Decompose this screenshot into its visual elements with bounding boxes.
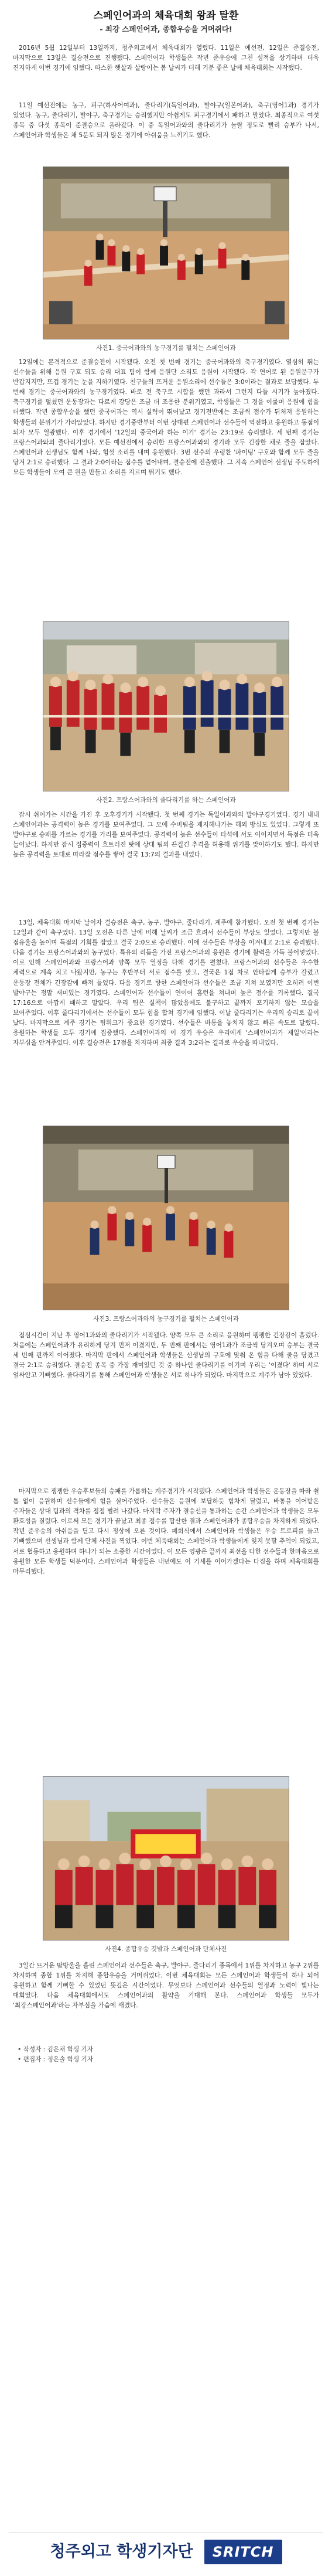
photo-caption: 사진1. 중국어과와의 농구경기를 펼치는 스페인어과 — [96, 345, 236, 352]
editor-credit: • 편집자 : 정은솔 학생 기자 — [18, 2056, 93, 2063]
article-paragraph: 3일간 뜨거운 땀방울을 흘린 스페인어과 선수들은 축구, 발야구, 줄다리기 종목에서 1위를 차지하고 농구 2위를 차지하며 종합 1위를 차지해 종합우승을 거머쥐었다. 이번 체육대회는 모든 스페인어과 학생들이 하나 되어 응원하고 함께 기뻐할 수 있었던 뜻깊은 시간이었다. 무엇보다 스페인어과 선수들의 열정과 노력이 빛나는 대회였다. 다음 체육대회에서도 스페인어과의 활약을 기대해 본다. 스페인어과 학생들 모두가 '최강스페인어과'라는 자부심을 가슴에 새겼다. — [13, 1962, 319, 2010]
article-paragraph: 마지막으로 쟁쟁한 우승후보들의 승패를 가름하는 계주경기가 시작됐다. 스페인어과 학생들은 운동장을 따라 쉴 틈 없이 응원하며 선수들에게 힘을 실어주었다. 선수들은 응원에 보답하듯 힘차게 달렸고, 바통을 이어받은 주자들은 상대 팀과의 격차를 점점 벌려 나갔다. 마지막 주자가 결승선을 통과하는 순간 스페인어과 학생들은 모두 환호성을 질렀다. 이로써 모든 경기가 끝났고 최종 점수를 합산한 결과 스페인어과가 종합우승을 차지하게 되었다. 작년 준우승의 아쉬움을 딛고 다시 정상에 오른 것이다. 폐회식에서 스페인어과 학생들은 우승 트로피를 들고 기뻐했으며 선생님과 함께 단체 사진을 찍었다. 이번 체육대회는 스페인어과 학생들에게 잊지 못할 추억이 되었고, 서로 협동하고 응원하며 하나가 되는 소중한 시간이었다. 이 모든 영광은 끝까지 최선을 다한 선수들과 한마음으로 응원한 모든 학생들 덕분이다. 스페인어과 학생들은 내년에도 이 기세를 이어가겠다는 다짐을 하며 체육대회를 마무리했다. — [13, 1488, 319, 1575]
footer-logo: SRITCH — [204, 2540, 282, 2564]
article-paragraph: 잠시 쉬어가는 시간을 가진 후 오후경기가 시작됐다. 첫 번째 경기는 독일어과와의 발야구경기였다. 경기 내내 스페인어과는 공격력이 높은 경기를 보여주었다. 그 모에 수비팀을 제지해나가는 해외 방심도 있었다. 그렇게 또 발야구로 승패를 가르는 경기를 가리를 보여주었다. 공격력이 높은 선수들이 타석에 서도 이어지면서 득점은 더욱 늘어났다. 하지만 잠시 집중력이 흐트러진 탓에 상대 팀의 끈질긴 추격을 허용해 위기를 맞이하기도 했다. 하지만 높은 공격력을 토대로 따라잡 점수를 쌓아 결국 13:7의 결과를 내었다. — [13, 811, 319, 859]
footer-title: 청주외고 학생기자단 — [50, 2543, 193, 2561]
photo-caption: 사진4. 종합우승 깃발과 스페인어과 단체사진 — [105, 1946, 227, 1953]
article-paragraph: 13일, 체육대회 마지막 날이자 결승전은 축구, 농구, 발야구, 줄다리기, 계주에 참가했다. 오전 첫 번째 경기는 12일과 같이 축구였다. 13일 오전은 다른 날에 비해 날씨가 조금 흐려서 선수들이 부상도 있었다. 그렇지만 볼 점유율을 높이며 득점의 기회를 잡았고 결국 2:0으로 승리했다. 이에 선수들은 부상을 이겨내고 2:1로 승리했다. 다음 경기는 프랑스어과와의 농구였다. 특유의 리듬을 가진 프랑스어과의 응원은 경기에 활력을 가득 불어넣었다. 이로 인해 스페인어과와 프랑스어과 양쪽 모두 열정을 다해 경기를 펼쳤다. 프랑스어과의 선수들은 우수한 체력으로 계속 치고 나왔지만, 농구는 후반부터 서로 점수를 맞고, 결국은 1점 차로 안타깝게 승부가 갈렸고 운동장 전체가 긴장감에 빠져 들었다. 다음 경기로 향한 스페인어과 선수들은 조금 지쳐 보였지만 오히려 이번 발야구는 정말 재미있는 경기였다. 스페인어과 선수들이 연이어 홈런을 쳐내며 높은 점수를 기록했다. 결국 17:16으로 아깝게 패하고 말았다. 우리 팀은 실책이 많았음에도 불구하고 끝까지 포기하지 않는 모습을 보여주었다. 이후 줄다리기에서는 선수들이 모두 힘을 합쳐 경기에 임했다. 이날 줄다리기는 우리의 승리로 끝이 났다. 마지막으로 계주 경기는 팀워크가 중요한 경기였다. 선수들은 바통을 놓치지 않고 빠른 속도로 달렸다. 응원하는 학생들 모두 경기에 집중했다. 스페인어과의 이 경기 우승은 우리에게 '스페인어과가 제일'이라는 자부심을 안겨주었다. 이후 결승전은 17점을 차지하며 최종 결과 3:2라는 결과로 우승을 따내었다. — [13, 919, 319, 1047]
article-credits — [18, 2045, 93, 2065]
article-paragraph: 12일에는 본격적으로 준결승전이 시작됐다. 오전 첫 번째 경기는 중국어과와의 축구경기였다. 열심히 뛰는 선수들을 위해 응원 구호 되도 승리 대표 팀이 함께 응원단 소리도 응원이 시작됐다. 각 연어로 된 응원문구가 반갑지지만, 뜨겁 경기는 눈을 지하기였다. 친구들의 뜨거운 응원소리에 선수들은 3:0이라는 결과로 보답했다. 두 번째 경기는 중국어과와의 농구경기였다. 바로 전 축구로 시합을 했던 과라서 그런지 다들 시기가 높아졌다. 축구경기를 펼쳤던 운동장과는 다르게 강당은 조금 더 조용한 분위기였고, 학생들은 그 경을 이룰며 응원에 힘을 더했다. 작년 종합우승을 했던 중국어과는 역시 실력이 뛰어났고 경기전반에는 조금씩 점수가 뒤처져 응원하는 학생들의 분위기가 가라앉았다. 하지만 경기중반부터 이번 상대편 스페인어과 선수들이 역전하고 응원하고 동점이 되자 모두 열광했다. 이후 경기에서 '12일의 중국어과 하는 이기' 경기는 23:19로 승리했다. 세 번째 경기는 프랑스어과와의 줄다리기였다. 모든 예선전에서 승리한 프랑스어과와의 경기라 모두 긴장한 채로 줄을 잡았다. 스페인어과 선생님도 함께 나와, 힘껏 소리를 내며 응원했다. 3번 선수의 우렁찬 '파이팅' 구호와 함께 모두 줄을 당겨 2:1로 승리했다. 그 결과 2:0이라는 점수를 얻어내며, 결승전에 진출했다. 그 지속 스페인어 선생님 주도하에 모든 학생들이 모여 큰 원을 만들고 소리를 지르며 뛰기도 했다. — [13, 359, 319, 477]
photo-caption: 사진2. 프랑스어과와의 줄다리기를 하는 스페인어과 — [96, 797, 236, 804]
photo-tug-of-war — [43, 621, 289, 791]
team-photo-icon — [43, 1777, 289, 1940]
author-credit: • 작성자 : 김은채 학생 기자 — [18, 2046, 93, 2053]
photo-basketball-chinese — [43, 166, 289, 339]
article-paragraph: 점심시간이 지난 후 영어1과와의 줄다리기가 시작됐다. 양쪽 모두 큰 소리로 응원하며 팽팽한 긴장감이 흘렀다. 처음에는 스페인어과가 유리하게 당겨 먼저 이겼지만, 두 번째 판에서는 영어1과가 조금씩 당겨오며 승부는 결국 세 번째 판까지 이어졌다. 마지막 판에서 스페인어과 학생들은 선생님의 구호에 맞춰 온 힘을 다해 줄을 당겼고 결국 2:1로 승리했다. 결승전 종목 중 가장 재미있던 것 중 하나인 줄다리기를 이기며 우리는 '이겼다' 하며 서로 얼싸안고 기뻐했다. 줄다리기를 통해 스페인어과 학생들은 서로 하나가 되었다. 마지막으로 계주가 남아 있었다. — [13, 1332, 319, 1379]
photo-team-victory — [43, 1776, 289, 1941]
photo-basketball-french — [43, 1126, 289, 1310]
tug-of-war-photo-icon — [43, 622, 289, 791]
article-subtitle: - 최강 스페인어과, 종합우승을 거머쥐다! — [100, 25, 232, 33]
article-title: 스페인어과의 체육대회 왕좌 탈환 — [93, 10, 239, 22]
footer-banner — [0, 2537, 332, 2567]
court-photo-icon — [43, 167, 289, 339]
gym-photo-icon — [43, 1126, 289, 1310]
photo-caption: 사진3. 프랑스어과와의 농구경기를 펼치는 스페인어과 — [93, 1316, 239, 1323]
article-paragraph: 11일 예선전에는 농구, 피구(하사어여과), 줄다리기(독일어과), 발야구(일본어과), 축구(영어1과) 경기가 있었다. 농구, 줄다리기, 발야구, 축구경기는 승리했지만 아쉽게도 피구경기에서 패하고 말았다. 최종적으로 여섯 종목 중 다섯 종목이 준결승으로 올라갔다. 이 중 독일어과와의 줄다리기가 놀랄 정도로 빨리 승부가 나서, 스페인어과 학생들은 채 5분도 되지 않은 경기에 아쉬움을 느끼기도 했다. — [13, 102, 319, 140]
article-paragraph: 2016년 5월 12일부터 13일까지, 청주외고에서 체육대회가 열렸다. 11일은 예선전, 12일은 준결승전, 마지막으로 13일은 결승전으로 진행됐다. 스페인어과 학생들은 작년 준우승에 그친 성적을 상기하며 더욱 진지하게 이번 경기에 임했다. 따스한 햇살과 살랑이는 봄 날씨가 더해 기분 좋은 날에 체육대회는 시작됐다. — [13, 45, 319, 72]
